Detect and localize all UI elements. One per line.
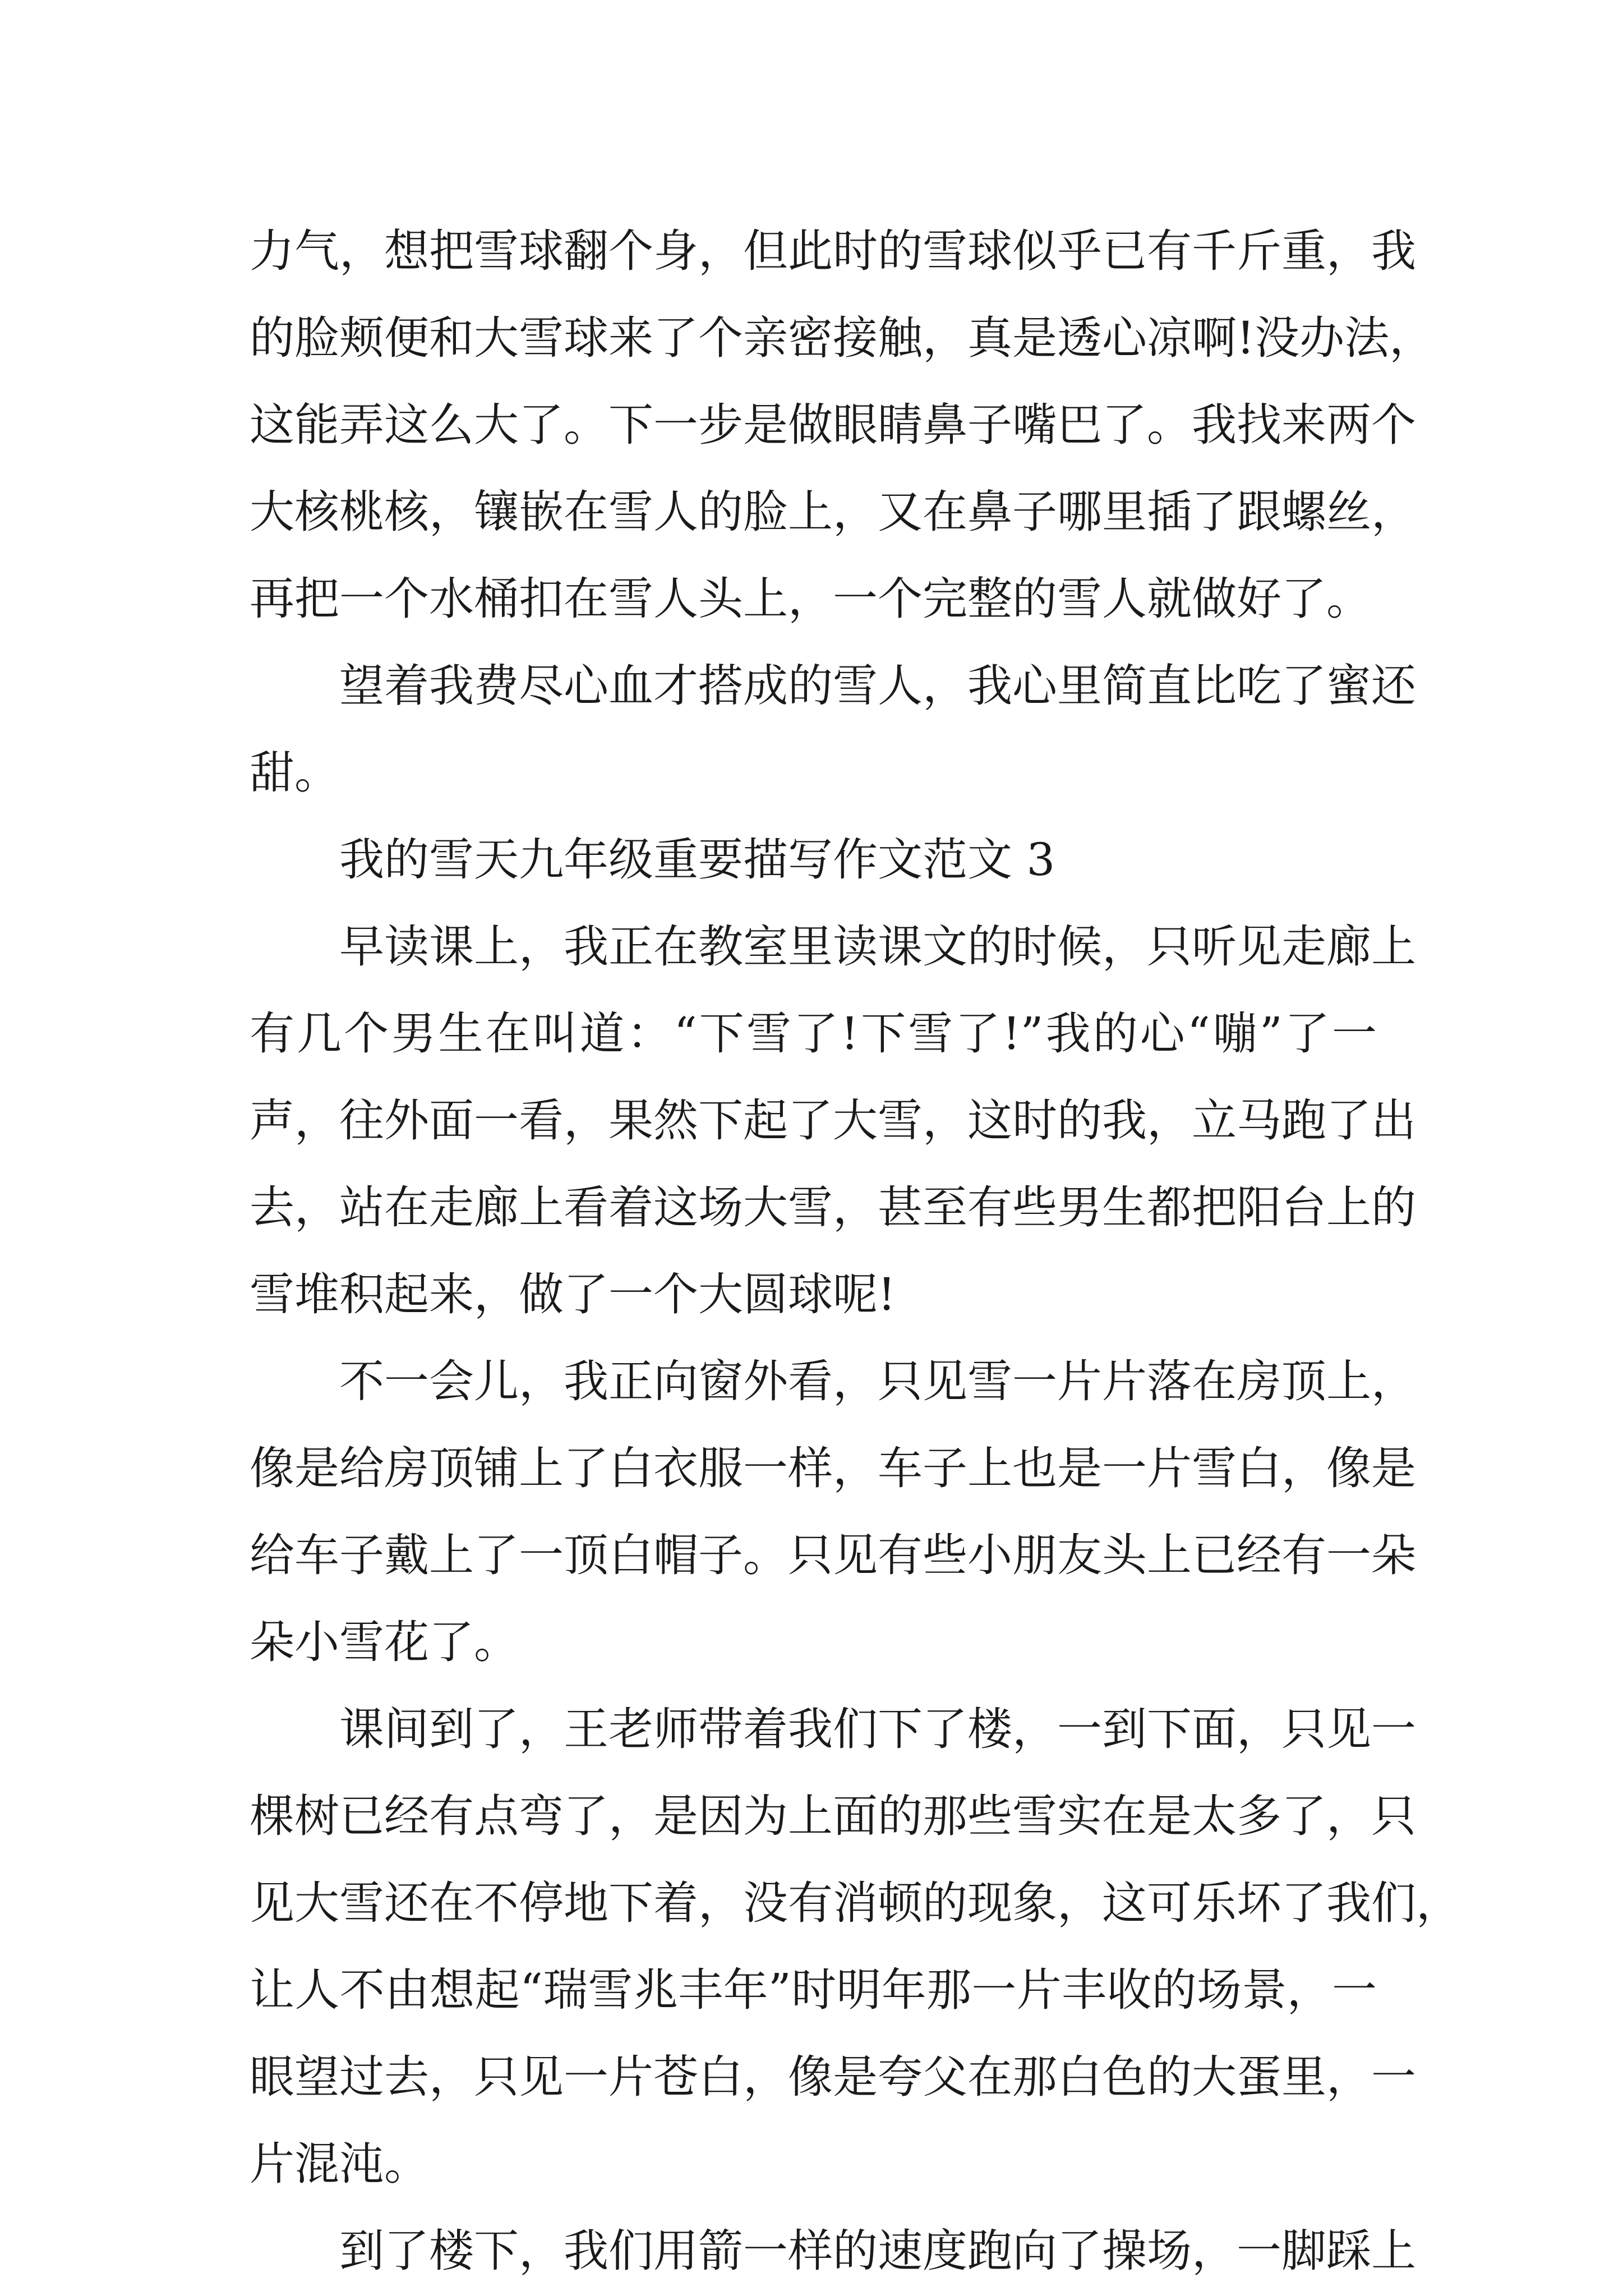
paragraph-line: 望着我费尽心血才搭成的雪人，我心里简直比吃了蜜还 — [339, 660, 1416, 712]
paragraph-line: 雪堆积起来，做了一个大圆球呢! — [250, 1268, 896, 1320]
paragraph-line: 力气，想把雪球翻个身，但此时的雪球似乎已有千斤重，我 — [250, 225, 1416, 277]
paragraph-line: 到了楼下，我们用箭一样的速度跑向了操场，一脚踩上 — [339, 2225, 1416, 2277]
paragraph-line: 棵树已经有点弯了，是因为上面的那些雪实在是太多了，只 — [250, 1790, 1416, 1842]
paragraph-line: 见大雪还在不停地下着，没有消顿的现象，这可乐坏了我们， — [250, 1877, 1461, 1929]
paragraph-line: 朵小雪花了。 — [250, 1616, 519, 1668]
paragraph-line: 的脸颊便和大雪球来了个亲密接触，真是透心凉啊!没办法， — [250, 312, 1435, 364]
section-title: 我的雪天九年级重要描写作文范文 3 — [339, 834, 1055, 886]
paragraph-line: 有几个男生在叫道：“下雪了!下雪了!”我的心“嘣”了一 — [250, 1007, 1377, 1060]
paragraph-line: 早读课上，我正在教室里读课文的时候，只听见走廊上 — [339, 921, 1416, 973]
paragraph-line: 大核桃核，镶嵌在雪人的脸上，又在鼻子哪里插了跟螺丝， — [250, 486, 1416, 538]
paragraph-line: 片混沌。 — [250, 2138, 429, 2190]
paragraph-line: 这能弄这么大了。下一步是做眼睛鼻子嘴巴了。我找来两个 — [250, 399, 1416, 451]
paragraph-line: 去，站在走廊上看着这场大雪，甚至有些男生都把阳台上的 — [250, 1181, 1416, 1234]
document-body — [250, 208, 1461, 2294]
paragraph-line: 课间到了，王老师带着我们下了楼，一到下面，只见一 — [339, 1703, 1416, 1755]
paragraph-line: 再把一个水桶扣在雪人头上，一个完整的雪人就做好了。 — [250, 573, 1371, 625]
paragraph-line: 眼望过去，只见一片苍白，像是夸父在那白色的大蛋里，一 — [250, 2051, 1416, 2103]
paragraph-line: 声，往外面一看，果然下起了大雪，这时的我，立马跑了出 — [250, 1094, 1416, 1147]
paragraph-line: 让人不由想起“瑞雪兆丰年”时明年那一片丰收的场景，一 — [250, 1964, 1377, 2016]
paragraph-line: 不一会儿，我正向窗外看，只见雪一片片落在房顶上， — [339, 1355, 1416, 1407]
paragraph-line: 给车子戴上了一顶白帽子。只见有些小朋友头上已经有一朵 — [250, 1529, 1416, 1581]
paragraph-line: 甜。 — [250, 747, 339, 799]
paragraph-line: 像是给房顶铺上了白衣服一样，车子上也是一片雪白，像是 — [250, 1442, 1416, 1494]
